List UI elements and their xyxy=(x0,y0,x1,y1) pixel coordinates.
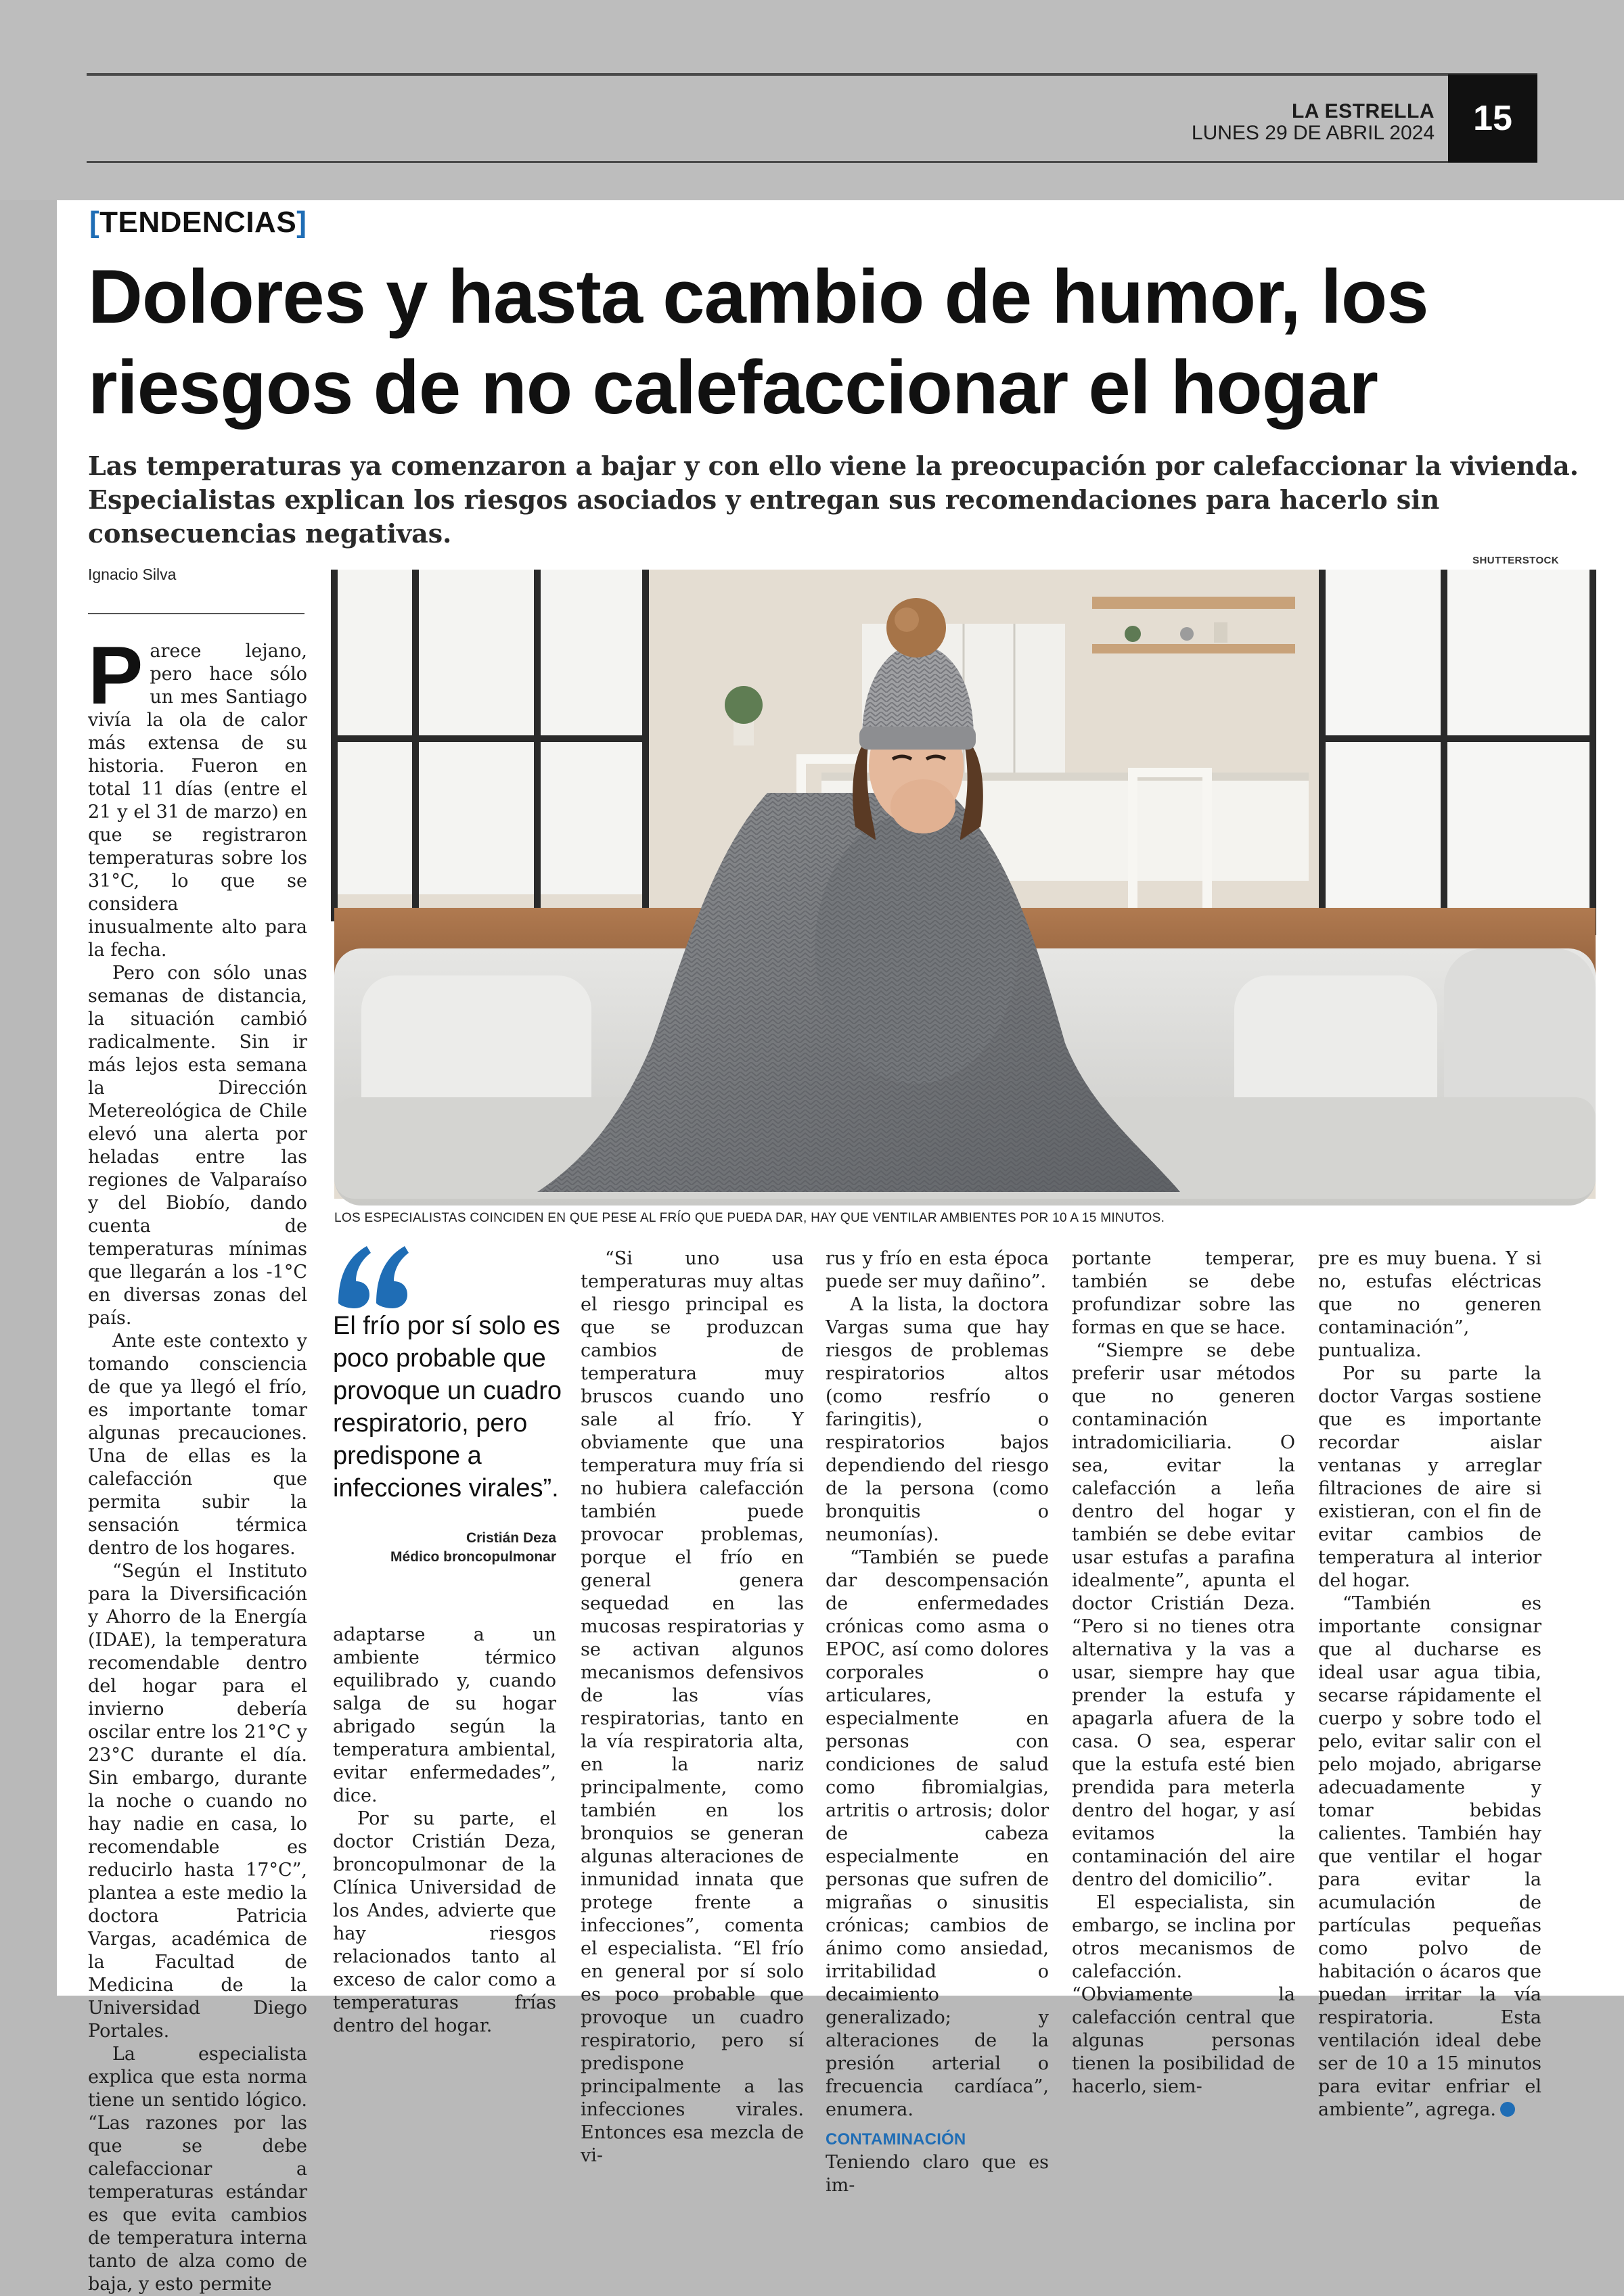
paragraph: A la lista, la doctora Vargas suma que hay riesgos de problemas respiratorios altos (como resfrío o faringitis), o respiratorios bajos dependiendo del riesgo de la persona (como bronquitis o neumonías). xyxy=(826,1294,1049,1545)
woman-in-blanket-illustration xyxy=(334,570,1596,1199)
pull-quote-role: Médico broncopulmonar xyxy=(390,1549,556,1565)
paragraph: “Según el Instituto para la Diversificación y Ahorro de la Energía (IDAE), la temperatura recomendable dentro del hogar para el invierno debería oscilar entre los 21°C y 23°C durante el día. Sin embargo, durante la noche o cuando no hay nadie en casa, lo recomendable es reducirlo hasta 17°C”, plantea a este medio la doctora Patricia Vargas, académica de la Facultad de Medicina de la Universidad Diego Portales. xyxy=(88,1561,307,2042)
article-column-5 xyxy=(1072,1247,1295,2098)
paragraph: “Si uno usa temperaturas muy altas el riesgo principal es que se produzcan cambios de temperatura muy bruscos cuando uno sale al frío. Y obviamente que una temperatura muy fría si no hubiera calefacción también puede provocar problemas, porque el frío en general genera sequedad en las mucosas respiratorias y se activan algunos mecanismos defensivos de las vías respiratorias, tanto en la vía respiratoria alta, en la nariz principalmente, como también en los bronquios se generan algunas alteraciones de inmunidad innata que protege frente a infecciones”, comenta el especialista. “El frío en general por sí solo es poco probable que provoque un cuadro respiratorio, pero sí predispone principalmente a las infecciones virales. Entonces esa mezcla de vi- xyxy=(581,1248,804,2166)
photo-caption: LOS ESPECIALISTAS COINCIDEN EN QUE PESE AL FRÍO QUE PUEDA DAR, HAY QUE VENTILAR AMBIENTES POR 10 A 15 MINUTOS. xyxy=(334,1211,1165,1225)
article-column-4 xyxy=(826,1247,1049,2197)
pull-quote-name: Cristián Deza xyxy=(466,1530,556,1546)
photo-credit: SHUTTERSTOCK xyxy=(1472,555,1559,566)
subhead: CONTAMINACIÓN xyxy=(826,2130,966,2149)
header-rule-top xyxy=(87,73,1537,76)
end-mark-icon xyxy=(1500,2102,1515,2117)
article-column-3 xyxy=(581,1247,804,2167)
paragraph: “Siempre se debe preferir usar métodos que no generen contaminación intradomiciliaria. O sea, evitar la calefacción a leña dentro del hogar y también se debe evitar usar estufas a parafina idealmente”, apunta el doctor Cristián Deza. “Pero si no tienes otra alternativa y la vas a usar, siempre hay que prender la estufa y apagarla afuera de la casa. O sea, esperar que la estufa esté bien prendida para meterla dentro del hogar, y así evitamos la contaminación del aire dentro del domicilio”. xyxy=(1072,1340,1295,1890)
headline: Dolores y hasta cambio de humor, los riesgos de no calefaccionar el hogar xyxy=(88,254,1428,430)
pull-quote-attribution xyxy=(390,1529,556,1567)
paragraph: portante temperar, también se debe profundizar sobre las formas en que se hace. xyxy=(1072,1248,1295,1338)
article-column-6 xyxy=(1318,1247,1541,2121)
paragraph xyxy=(1318,1592,1541,2121)
paragraph: Teniendo claro que es im- xyxy=(826,2152,1049,2196)
paragraph: pre es muy buena. Y si no, estufas eléctricas que no generen contaminación”, puntualiza. xyxy=(1318,1248,1541,1361)
article-photo xyxy=(334,570,1596,1199)
paragraph: Por su parte la doctor Vargas sostiene que es importante recordar aislar ventanas y arreglar filtraciones de aire si existieran, con el fin de evitar cambios de temperatura al interior del hogar. xyxy=(1318,1363,1541,1591)
article-page xyxy=(57,200,1624,2295)
deck: Las temperaturas ya comenzaron a bajar y con ello viene la preocupación por calefaccionar la vivienda. Especialistas explican los riesgos asociados y entregan sus recomendaciones para hacerlo sin consecuencias negativas. xyxy=(88,451,1579,549)
byline-rule xyxy=(88,613,304,614)
paragraph: “También se puede dar descompensación de enfermedades crónicas como asma o EPOC, así como dolores corporales o articulares, especialmente en personas con condiciones de salud como fibromialgias, artritis o artrosis; dolor de cabeza especialmente en personas que sufren de migrañas o sinusitis crónicas; cambios de ánimo como ansiedad, irritabilidad o decaimiento generalizado; y alteraciones de la presión arterial o frecuencia cardíaca”, enumera. xyxy=(826,1547,1049,2120)
lead-text: arece lejano, pero hace sólo un mes Santiago vivía la ola de calor más extensa de su historia. Fueron en total 11 días (entre el 21 y el 31 de marzo) en que se registraron temperaturas sobre los 31°C, lo que se considera inusualmente alto para la fecha. xyxy=(88,641,307,961)
masthead xyxy=(1192,101,1435,143)
paragraph: La especialista explica que esta norma tiene un sentido lógico. “Las razones por las que se debe calefaccionar a temperaturas estándar es que evita cambios de temperatura interna tanto de alza como de baja, y esto permite xyxy=(88,2044,307,2295)
paragraph: El especialista, sin embargo, se inclina por otros mecanismos de calefacción. “Obviamente la calefacción central que algunas personas tienen la posibilidad de hacerlo, siem- xyxy=(1072,1892,1295,2097)
paragraph: adaptarse a un ambiente térmico equilibrado y, cuando salga de su hogar abrigado según la temperatura ambiental, evitar enfermedades”, dice. xyxy=(333,1624,556,1806)
paragraph: Ante este contexto y tomando consciencia de que ya llegó el frío, es importante tomar algunas precauciones. Una de ellas es la calefacción que permita subir la sensación térmica dentro de los hogares. xyxy=(88,1331,307,1559)
article-column-2 xyxy=(333,1624,556,2038)
paragraph: Por su parte, el doctor Cristián Deza, broncopulmonar de la Clínica Universidad de los Andes, advierte que hay riesgos relacionados tanto al exceso de calor como a temperaturas frías dentro del hogar. xyxy=(333,1808,556,2036)
pull-quote-text: El frío por sí solo es poco probable que provoque un cuadro respiratorio, pero predispone a infecciones virales”. xyxy=(333,1312,562,1502)
page-number: 15 xyxy=(1448,74,1537,162)
paragraph: rus y frío en esta época puede ser muy dañino”. xyxy=(826,1248,1049,1292)
drop-cap: P xyxy=(88,629,143,721)
lead-paragraph xyxy=(88,629,307,962)
section-kicker: [TENDENCIAS] xyxy=(89,206,307,239)
newspaper-name: LA ESTRELLA xyxy=(1291,100,1435,122)
closing-text: “También es importante consignar que al ducharse es ideal usar agua tibia, secarse rápidamente el cuerpo y sobre todo el pelo, evitar salir con el pelo mojado, abrigarse adecuadamente y tomar bebidas calientes. También hay que ventilar el hogar para evitar la acumulación de partículas pequeñas como polvo de habitación o ácaros que puedan irritar la vía respiratoria. Esta ventilación ideal debe ser de 10 a 15 minutos para evitar enfriar el ambiente”, agrega. xyxy=(1318,1593,1541,2120)
article-column-1 xyxy=(88,629,307,2296)
quote-mark-icon xyxy=(333,1242,414,1310)
issue-date: LUNES 29 DE ABRIL 2024 xyxy=(1191,122,1435,144)
byline: Ignacio Silva xyxy=(88,566,177,583)
paragraph: Pero con sólo unas semanas de distancia, la situación cambió radicalmente. Sin ir más lejos esta semana la Dirección Metereológica de Chile elevó una alerta por heladas entre las regiones de Valparaíso y del Biobío, dando cuenta de temperaturas mínimas que llegarán a los -1°C en diversas zonas del país. xyxy=(88,963,307,1329)
section-label: TENDENCIAS xyxy=(99,206,297,239)
header-rule-bottom xyxy=(87,161,1537,163)
